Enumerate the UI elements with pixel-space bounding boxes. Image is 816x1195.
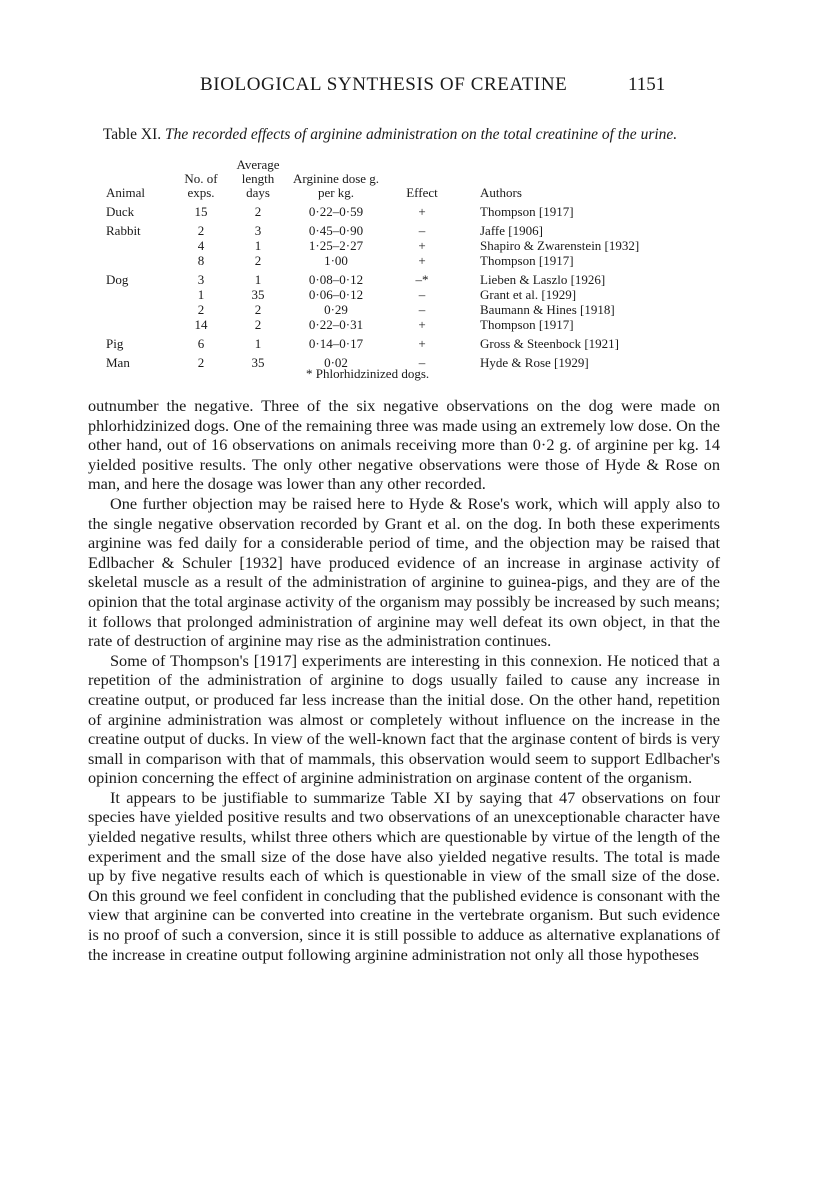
table-row — [88, 332, 708, 351]
table-row — [88, 302, 708, 317]
cell-exps: 8 — [197, 253, 205, 268]
cell-effect: – — [418, 355, 426, 370]
cell-authors: Thompson [1917] — [480, 253, 574, 268]
cell-authors: Thompson [1917] — [480, 204, 574, 219]
col-header-animal: Animal — [106, 185, 145, 200]
cell-length: 1 — [254, 336, 262, 351]
cell-length: 35 — [251, 355, 265, 370]
cell-animal — [88, 287, 172, 302]
cell-effect: + — [418, 317, 426, 332]
cell-animal — [88, 238, 172, 253]
cell-authors: Thompson [1917] — [480, 317, 574, 332]
cell-exps: 4 — [197, 238, 205, 253]
cell-animal — [88, 302, 172, 317]
arginine-effects-table — [88, 158, 708, 370]
table-row — [88, 253, 708, 268]
cell-exps: 2 — [197, 223, 205, 238]
table-caption-title: The recorded effects of arginine administration on the total creatinine of the urine. — [165, 126, 678, 143]
cell-dose: 0·06–0·12 — [308, 287, 364, 302]
cell-exps: 6 — [197, 336, 205, 351]
cell-effect: – — [418, 287, 426, 302]
paragraph: Some of Thompson's [1917] experiments are interesting in this connexion. He noticed that a repetition of the administration of arginine to dogs usually failed to cause any increase in creatine output, or produced far less increase than the initial dose. On the other hand, repetition of arginine administration was almost or completely without influence on the increase in the creatine output of ducks. In view of the well-known fact that the arginase content of birds is very small in comparison with that of mammals, this observation would seem to support Edlbacher's opinion concerning the effect of arginine administration on arginase content of the organism. — [88, 650, 720, 788]
cell-effect: – — [418, 302, 426, 317]
cell-animal — [88, 253, 172, 268]
table-caption-label: Table XI. — [102, 126, 162, 143]
col-header-effect: Effect — [406, 185, 438, 200]
cell-dose: 1·00 — [324, 253, 348, 268]
table-row — [88, 238, 708, 253]
cell-animal: Rabbit — [106, 223, 141, 238]
cell-effect: + — [418, 238, 426, 253]
cell-exps: 15 — [194, 204, 208, 219]
table-caption — [90, 126, 690, 144]
cell-exps: 14 — [194, 317, 208, 332]
cell-animal: Man — [106, 355, 130, 370]
page-number: 1151 — [628, 74, 666, 95]
cell-dose: 0·22–0·59 — [308, 204, 364, 219]
table-footnote: * Phlorhidzinized dogs. — [306, 366, 430, 381]
cell-exps: 1 — [197, 287, 205, 302]
cell-authors: Baumann & Hines [1918] — [480, 302, 615, 317]
cell-dose: 0·08–0·12 — [308, 272, 364, 287]
cell-effect: – — [418, 223, 426, 238]
cell-effect: –* — [415, 272, 429, 287]
cell-exps: 2 — [197, 302, 205, 317]
cell-length: 35 — [251, 287, 265, 302]
col-header-exps: No. of exps. — [184, 171, 218, 200]
cell-animal: Duck — [106, 204, 135, 219]
cell-authors: Hyde & Rose [1929] — [480, 355, 589, 370]
cell-exps: 3 — [197, 272, 205, 287]
table-body — [88, 204, 708, 370]
cell-length: 3 — [254, 223, 262, 238]
cell-dose: 0·02 — [324, 355, 348, 370]
col-header-authors: Authors — [480, 185, 522, 200]
cell-animal: Pig — [106, 336, 124, 351]
cell-authors: Shapiro & Zwarenstein [1932] — [480, 238, 640, 253]
cell-dose: 0·22–0·31 — [308, 317, 364, 332]
cell-length: 1 — [254, 272, 262, 287]
table-row — [88, 317, 708, 332]
cell-authors: Lieben & Laszlo [1926] — [480, 272, 606, 287]
cell-animal: Dog — [106, 272, 129, 287]
table-row — [88, 204, 708, 219]
cell-dose: 1·25–2·27 — [308, 238, 364, 253]
cell-authors: Gross & Steenbock [1921] — [480, 336, 620, 351]
col-header-dose: Arginine dose g. per kg. — [292, 171, 380, 200]
cell-length: 2 — [254, 204, 262, 219]
body-text — [88, 396, 720, 964]
paragraph: It appears to be justifiable to summarize Table XI by saying that 47 observations on four species have yielded positive results and two observations of an unexceptionable character have yielded negative results, whilst three others which are questionable by virtue of the length of the experiment and the small size of the dose have also yielded negative results. The total is made up by five negative results each of which is questionable in view of the small size of the dose. On this ground we feel confident in concluding that the published evidence is consonant with the view that arginine can be converted into creatine in the vertebrate organism. But such evidence is no proof of such a conversion, since it is still possible to adduce as alternative explanations of the increase in creatine output following arginine administration not only all those hypotheses — [88, 787, 720, 964]
cell-animal — [88, 317, 172, 332]
table-header-row — [88, 158, 708, 204]
table-row — [88, 268, 708, 287]
cell-authors: Grant et al. [1929] — [480, 287, 577, 302]
cell-dose: 0·29 — [324, 302, 348, 317]
cell-length: 1 — [254, 238, 262, 253]
cell-dose: 0·45–0·90 — [308, 223, 364, 238]
col-header-length: Average length days — [236, 157, 280, 200]
running-title: BIOLOGICAL SYNTHESIS OF CREATINE — [200, 74, 568, 95]
cell-length: 2 — [254, 253, 262, 268]
cell-effect: + — [418, 253, 426, 268]
cell-length: 2 — [254, 317, 262, 332]
cell-effect: + — [418, 204, 426, 219]
table-row — [88, 219, 708, 238]
paragraph: outnumber the negative. Three of the six negative observations on the dog were made on phlorhidzinized dogs. One of the remaining three was made using an extremely low dose. On the other hand, out of 16 observations on animals receiving more than 0·2 g. of arginine per kg. 14 yielded positive results. The only other negative observations were those of Hyde & Rose on man, and here the dosage was lower than any other recorded. — [88, 396, 720, 494]
cell-authors: Jaffe [1906] — [480, 223, 543, 238]
cell-exps: 2 — [197, 355, 205, 370]
table-row — [88, 287, 708, 302]
paragraph: One further objection may be raised here to Hyde & Rose's work, which will apply also to the single negative observation recorded by Grant et al. on the dog. In both these experiments arginine was fed daily for a considerable period of time, and the objection may be raised that Edlbacher & Schuler [1932] have produced evidence of an increase in arginase activity of skeletal muscle as a result of the administration of arginine to guinea-pigs, and they are of the opinion that the total arginase activity of the organism may possibly be increased by such means; it follows that prolonged administration of arginine may well defeat its own object, in that the rate of destruction of arginine may rise as the administration continues. — [88, 493, 720, 651]
cell-dose: 0·14–0·17 — [308, 336, 364, 351]
cell-length: 2 — [254, 302, 262, 317]
cell-effect: + — [418, 336, 426, 351]
